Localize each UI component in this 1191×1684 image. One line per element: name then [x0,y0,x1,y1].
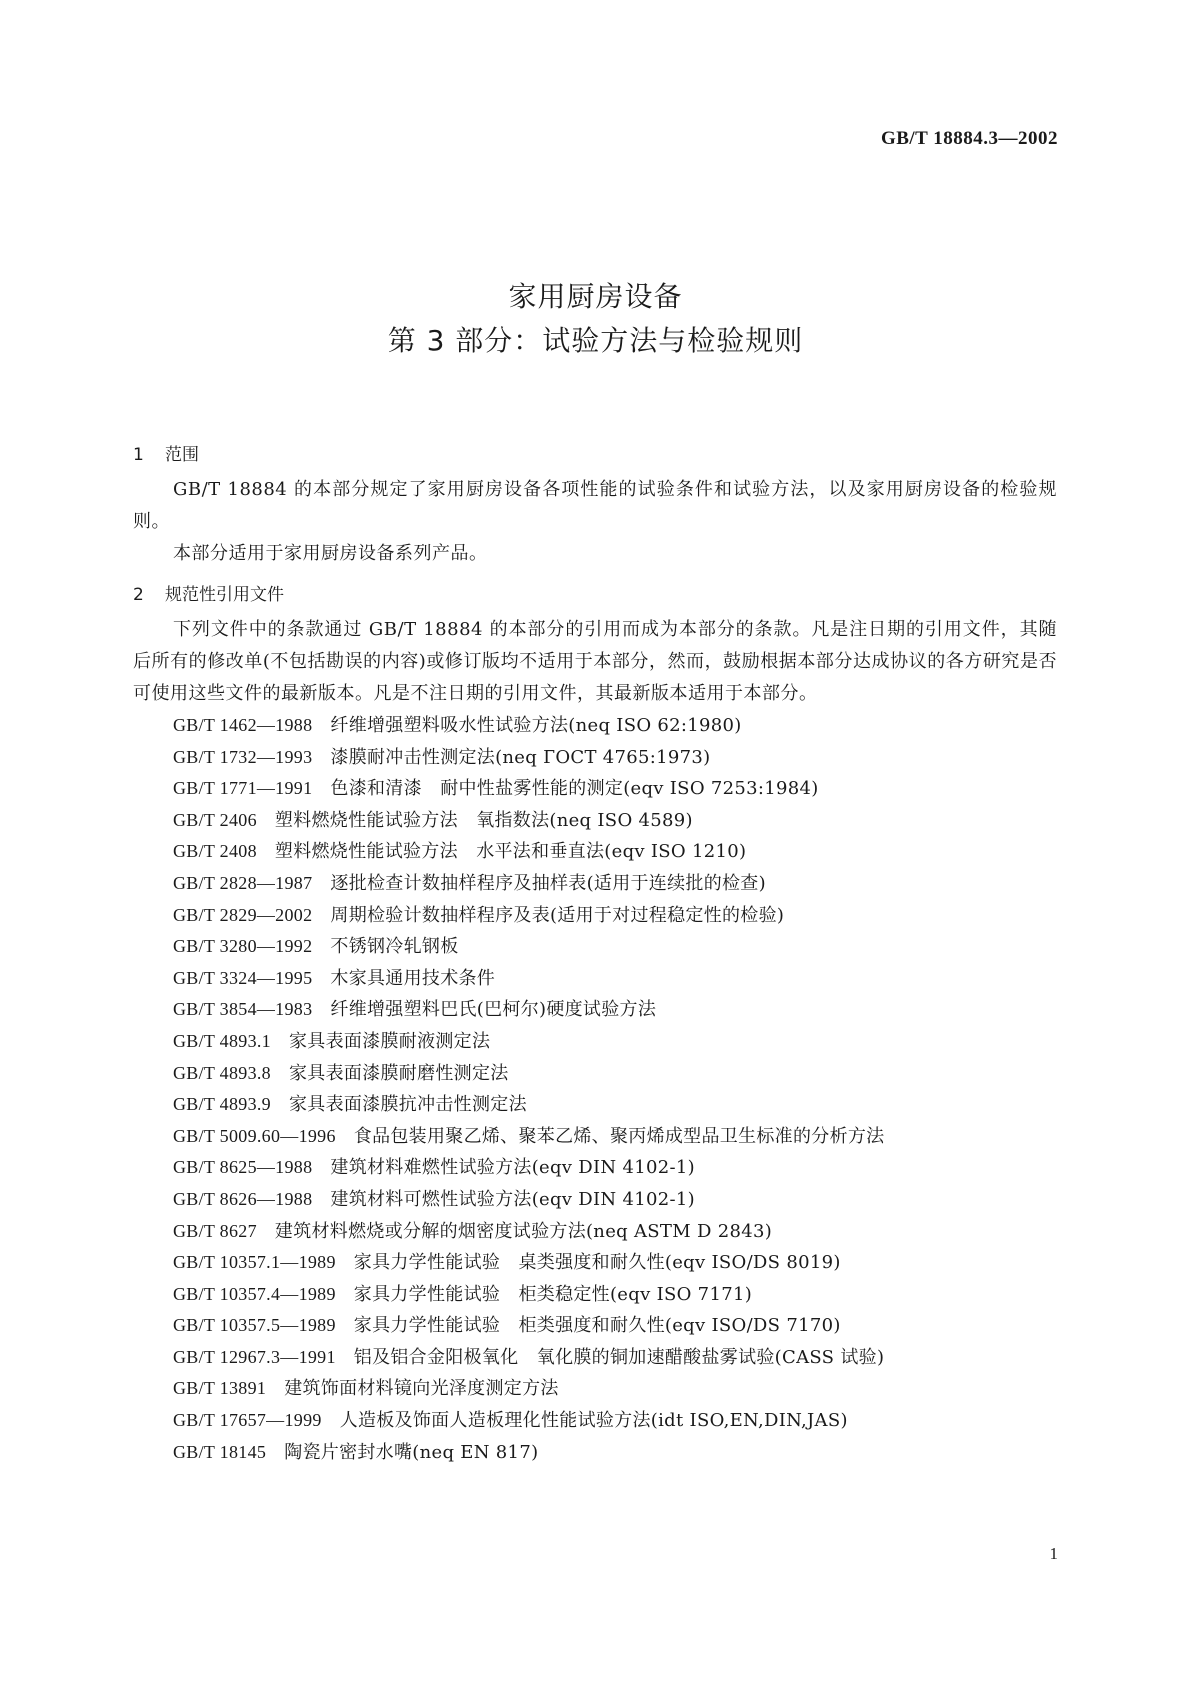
reference-code: GB/T 2828—1987 [173,872,313,893]
reference-code: GB/T 10357.1—1989 [173,1252,336,1273]
reference-code: GB/T 4893.9 [173,1094,271,1115]
reference-code: GB/T 17657—1999 [173,1410,322,1431]
reference-code: GB/T 2406 [173,809,257,830]
reference-code: GB/T 1771—1991 [173,778,313,799]
paragraph: GB/T 18884 的本部分规定了家用厨房设备各项性能的试验条件和试验方法，以及家用厨房设备的检验规则。 [133,479,1057,532]
reference-code: GB/T 8626—1988 [173,1188,313,1209]
reference-title: 不锈钢冷轧钢板 [330,936,459,958]
reference-code: GB/T 1462—1988 [173,715,313,735]
reference-title: 色漆和清漆 耐中性盐雾性能的测定(eqv ISO 7253:1984) [330,778,819,800]
reference-item [133,1310,1057,1342]
reference-item [133,1184,1057,1216]
reference-item [133,773,1057,805]
reference-title: 家具表面漆膜抗冲击性测定法 [288,1094,527,1116]
title-line-1: 家用厨房设备 [508,280,683,313]
section-title: 规范性引用文件 [165,585,284,605]
reference-item [133,900,1057,932]
reference-item [133,1342,1057,1374]
reference-title: 建筑饰面材料镜向光泽度测定方法 [284,1378,559,1400]
reference-item [133,1405,1057,1437]
section-heading-scope [133,440,1057,470]
reference-title: 铝及铝合金阳极氧化 氧化膜的铜加速醋酸盐雾试验(CASS 试验) [353,1346,885,1368]
reference-code: GB/T 2829—2002 [173,904,313,925]
reference-title: 塑料燃烧性能试验方法 水平法和垂直法(eqv ISO 1210) [274,841,747,863]
reference-code: GB/T 2408 [173,841,257,862]
reference-code: GB/T 13891 [173,1378,267,1399]
section-number: 1 [133,445,144,465]
reference-title: 人造板及饰面人造板理化性能试验方法(idt ISO,EN,DIN,JAS) [339,1410,848,1432]
reference-item [133,836,1057,868]
reference-code: GB/T 5009.60—1996 [173,1125,336,1146]
reference-code: GB/T 12967.3—1991 [173,1346,336,1367]
standard-number: GB/T 18884.3—2002 [880,128,1058,149]
reference-item [133,1058,1057,1090]
reference-title: 陶瓷片密封水嘴(neq EN 817) [284,1441,539,1463]
reference-title: 建筑材料可燃性试验方法(eqv DIN 4102-1) [330,1188,695,1210]
reference-item [133,742,1057,774]
reference-item [133,994,1057,1026]
reference-title: 木家具通用技术条件 [330,967,496,989]
reference-title: 塑料燃烧性能试验方法 氧指数法(neq ISO 4589) [274,809,693,831]
page-number: 1 [1049,1544,1058,1563]
paragraph: 本部分适用于家用厨房设备系列产品。 [173,543,488,564]
reference-code: GB/T 10357.4—1989 [173,1283,336,1304]
reference-code: GB/T 1732—1993 [173,746,313,767]
document-body [133,440,1057,1468]
reference-title: 家具力学性能试验 柜类稳定性(eqv ISO 7171) [353,1283,753,1305]
reference-item [133,710,1057,742]
reference-item [133,1279,1057,1311]
reference-code: GB/T 10357.5—1989 [173,1315,336,1336]
reference-item [133,1373,1057,1405]
reference-title: 建筑材料难燃性试验方法(eqv DIN 4102-1) [330,1157,695,1179]
reference-title: 食品包装用聚乙烯、聚苯乙烯、聚丙烯成型品卫生标准的分析方法 [353,1125,885,1147]
reference-item [133,1437,1057,1469]
reference-code: GB/T 4893.8 [173,1062,271,1083]
reference-code: GB/T 8627 [173,1220,257,1241]
document-title [0,275,1191,363]
reference-item [133,931,1057,963]
reference-item [133,805,1057,837]
reference-title: 家具表面漆膜耐磨性测定法 [288,1062,509,1084]
reference-item [133,1121,1057,1153]
reference-code: GB/T 18145 [173,1441,267,1462]
reference-title: 逐批检查计数抽样程序及抽样表(适用于连续批的检查) [330,872,766,894]
reference-item [133,1089,1057,1121]
reference-title: 纤维增强塑料巴氏(巴柯尔)硬度试验方法 [330,999,657,1021]
reference-item [133,963,1057,995]
reference-title: 家具力学性能试验 桌类强度和耐久性(eqv ISO/DS 8019) [353,1252,841,1274]
title-line-2: 第 3 部分：试验方法与检验规则 [387,324,804,357]
reference-title: 家具表面漆膜耐液测定法 [288,1030,491,1052]
reference-item [133,1026,1057,1058]
reference-code: GB/T 3324—1995 [173,967,313,988]
paragraph: 下列文件中的条款通过 GB/T 18884 的本部分的引用而成为本部分的条款。凡是注日期的引用文件，其随后所有的修改单(不包括勘误的内容)或修订版均不适用于本部分，然而，鼓励根据本部分达成协议的各方研究是否可使用这些文件的最新版本。凡是不注日期的引用文件，其最新版本适用于本部分。 [133,619,1057,704]
reference-code: GB/T 4893.1 [173,1030,271,1051]
reference-item [133,1152,1057,1184]
reference-title: 周期检验计数抽样程序及表(适用于对过程稳定性的检验) [330,904,785,926]
reference-code: GB/T 8625—1988 [173,1157,313,1178]
reference-title: 纤维增强塑料吸水性试验方法(neq ISO 62:1980) [330,715,742,736]
section-title: 范围 [165,445,199,465]
section-number: 2 [133,585,144,605]
reference-title: 建筑材料燃烧或分解的烟密度试验方法(neq ASTM D 2843) [274,1220,773,1242]
reference-title: 家具力学性能试验 柜类强度和耐久性(eqv ISO/DS 7170) [353,1315,841,1337]
reference-code: GB/T 3854—1983 [173,999,313,1020]
reference-item [133,868,1057,900]
reference-list [133,710,1057,1468]
section-heading-normative-references [133,580,1057,610]
reference-code: GB/T 3280—1992 [173,936,313,957]
reference-title: 漆膜耐冲击性测定法(neq ГОСТ 4765:1973) [330,746,711,768]
reference-item [133,1216,1057,1248]
reference-item [133,1247,1057,1279]
